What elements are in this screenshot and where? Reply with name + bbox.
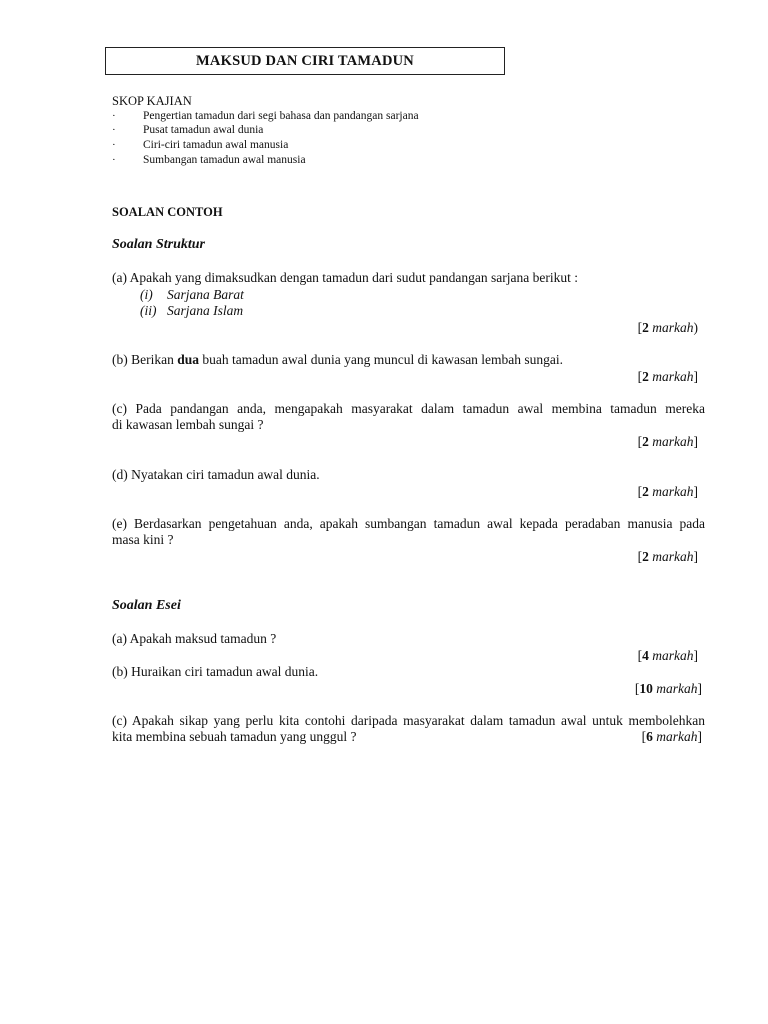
bullet-icon: · <box>112 139 116 151</box>
marks-bracket: ] <box>693 648 698 663</box>
marks-bracket: [ <box>641 729 647 744</box>
sub-item-label: Sarjana Barat <box>167 287 244 302</box>
marks-word: markah <box>652 369 694 384</box>
marks-bracket: [ <box>637 434 643 449</box>
section-heading: SOALAN CONTOH <box>112 205 223 219</box>
scope-heading: SKOP KAJIAN <box>112 94 192 108</box>
structure-question-a: (a) Apakah yang dimaksudkan dengan tamadun dari sudut pandangan sarjana berikut : <box>112 270 578 285</box>
marks-bracket: [ <box>637 648 643 663</box>
scope-item: Pusat tamadun awal dunia <box>143 124 264 136</box>
marks-bracket: ] <box>693 369 698 384</box>
marks-word: markah <box>652 320 694 335</box>
marks-bracket: [ <box>637 320 643 335</box>
marks-label <box>638 648 698 664</box>
structure-question-e-line1: (e) Berdasarkan pengetahuan anda, apakah sumbangan tamadun awal kepada peradaban manusia pada <box>112 516 705 531</box>
marks-bracket: [ <box>637 549 643 564</box>
marks-bracket: [ <box>637 369 643 384</box>
marks-bracket: ] <box>697 681 702 696</box>
marks-label <box>638 369 698 385</box>
marks-word: markah <box>656 729 698 744</box>
marks-number: 2 <box>642 434 649 449</box>
marks-bracket: ] <box>693 434 698 449</box>
sub-item-number: (i) <box>140 287 153 302</box>
essay-question-c-line2: kita membina sebuah tamadun yang unggul ? <box>112 729 357 744</box>
marks-bracket: [ <box>634 681 640 696</box>
question-text: (b) Berikan <box>112 352 178 367</box>
marks-word: markah <box>652 484 694 499</box>
bullet-icon: · <box>112 124 116 136</box>
marks-label <box>638 549 698 565</box>
marks-bracket: [ <box>637 484 643 499</box>
structure-question-e-line2: masa kini ? <box>112 532 174 547</box>
structure-question-c-line1: (c) Pada pandangan anda, mengapakah masyarakat dalam tamadun awal membina tamadun mereka <box>112 401 705 416</box>
marks-number: 2 <box>642 369 649 384</box>
essay-heading: Soalan Esei <box>112 598 181 613</box>
marks-word: markah <box>652 648 694 663</box>
sub-item-number: (ii) <box>140 303 157 318</box>
scope-item: Sumbangan tamadun awal manusia <box>143 154 306 166</box>
marks-number: 2 <box>642 484 649 499</box>
marks-bracket: ] <box>693 484 698 499</box>
marks-label <box>638 484 698 500</box>
marks-word: markah <box>652 434 694 449</box>
essay-question-b: (b) Huraikan ciri tamadun awal dunia. <box>112 664 319 679</box>
emphasis-text: dua <box>177 352 200 367</box>
sub-item-label: Sarjana Islam <box>167 303 244 318</box>
marks-bracket: ) <box>693 320 698 335</box>
structure-question-b <box>112 352 563 368</box>
scope-item: Ciri-ciri tamadun awal manusia <box>143 139 289 151</box>
marks-number: 4 <box>642 648 649 663</box>
essay-question-a: (a) Apakah maksud tamadun ? <box>112 631 277 646</box>
bullet-icon: · <box>112 110 116 122</box>
question-text: buah tamadun awal dunia yang muncul di kawasan lembah sungai. <box>199 352 564 367</box>
scope-item: Pengertian tamadun dari segi bahasa dan pandangan sarjana <box>143 110 419 122</box>
marks-bracket: ] <box>697 729 702 744</box>
marks-number: 10 <box>639 681 653 696</box>
marks-number: 6 <box>646 729 653 744</box>
page-title <box>105 47 505 75</box>
marks-word: markah <box>656 681 698 696</box>
essay-question-c-line1: (c) Apakah sikap yang perlu kita contohi daripada masyarakat dalam tamadun awal untuk membolehkan <box>112 713 705 728</box>
marks-number: 2 <box>642 549 649 564</box>
page-title-text: MAKSUD DAN CIRI TAMADUN <box>196 52 414 69</box>
marks-label <box>638 434 698 450</box>
marks-label <box>635 681 702 697</box>
marks-number: 2 <box>642 320 649 335</box>
marks-word: markah <box>652 549 694 564</box>
marks-label <box>642 729 702 745</box>
marks-label <box>638 320 698 336</box>
structure-heading: Soalan Struktur <box>112 237 205 252</box>
structure-question-d: (d) Nyatakan ciri tamadun awal dunia. <box>112 467 320 482</box>
marks-bracket: ] <box>693 549 698 564</box>
structure-question-c-line2: di kawasan lembah sungai ? <box>112 417 264 432</box>
bullet-icon: · <box>112 154 116 166</box>
